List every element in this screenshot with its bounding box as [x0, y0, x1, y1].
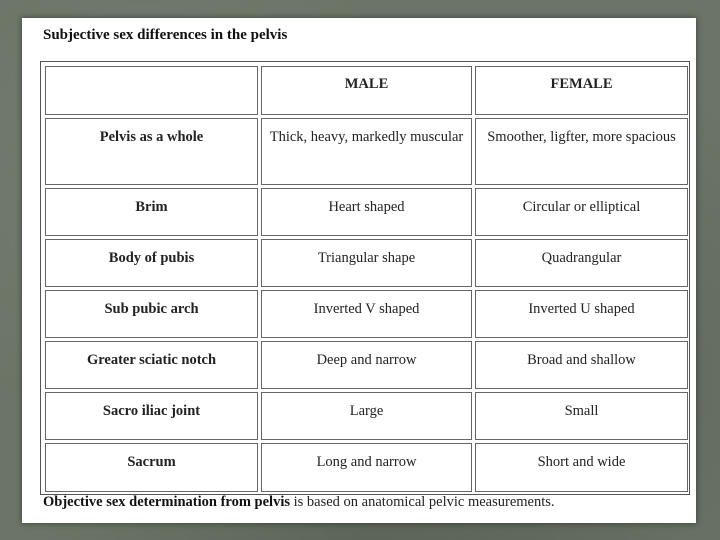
male-cell [261, 392, 472, 440]
male-cell [261, 341, 472, 389]
male-cell [261, 290, 472, 338]
cell-text: Broad and shallow [527, 352, 636, 368]
table-row [45, 188, 688, 236]
table-header-row [45, 66, 688, 115]
cell-text: Body of pubis [108, 250, 195, 266]
footer-rest-text: is based on anatomical pelvic measurements. [290, 494, 555, 510]
table-row [45, 290, 688, 338]
cell-text: Deep and narrow [316, 352, 417, 368]
document-page [22, 18, 696, 523]
table-row [45, 239, 688, 287]
male-cell [261, 443, 472, 492]
header-cell-female: FEMALE [475, 66, 688, 115]
row-label [45, 188, 258, 236]
female-cell [475, 392, 688, 440]
cell-text: Sacro iliac joint [102, 403, 201, 419]
row-label [45, 118, 258, 185]
header-cell-male: MALE [261, 66, 472, 115]
cell-text: Pelvis as a whole [99, 129, 204, 145]
cell-text: Triangular shape [317, 250, 416, 266]
female-cell [475, 188, 688, 236]
cell-text: Thick, heavy, markedly muscular [269, 129, 464, 145]
page-title: Subjective sex differences in the pelvis [43, 27, 288, 43]
cell-text: Large [349, 403, 384, 419]
female-cell [475, 239, 688, 287]
female-cell [475, 290, 688, 338]
cell-text: Heart shaped [328, 199, 405, 215]
cell-text: Inverted U shaped [528, 301, 635, 317]
row-label [45, 341, 258, 389]
cell-text: Inverted V shaped [313, 301, 420, 317]
header-cell-feature [45, 66, 258, 115]
male-cell [261, 239, 472, 287]
female-cell [475, 443, 688, 492]
cell-text: Short and wide [537, 454, 626, 470]
table-row [45, 341, 688, 389]
cell-text: Sub pubic arch [104, 301, 199, 317]
female-cell [475, 341, 688, 389]
cell-text: Quadrangular [541, 250, 622, 266]
table-row [45, 392, 688, 440]
table-row [45, 443, 688, 492]
pelvis-differences-table [42, 63, 691, 495]
cell-text: Greater sciatic notch [86, 352, 217, 368]
row-label [45, 239, 258, 287]
footer-bold-text: Objective sex determination from pelvis [43, 494, 290, 510]
cell-text: Smoother, ligfter, more spacious [487, 129, 676, 145]
male-cell [261, 188, 472, 236]
table-row [45, 118, 688, 185]
female-cell [475, 118, 688, 185]
row-label [45, 290, 258, 338]
male-cell [261, 118, 472, 185]
row-label [45, 443, 258, 492]
cell-text: Sacrum [127, 454, 176, 470]
cell-text: Small [564, 403, 599, 419]
footer-note [43, 494, 683, 511]
row-label [45, 392, 258, 440]
cell-text: Brim [135, 199, 168, 215]
cell-text: Circular or elliptical [522, 199, 641, 215]
cell-text: Long and narrow [316, 454, 417, 470]
